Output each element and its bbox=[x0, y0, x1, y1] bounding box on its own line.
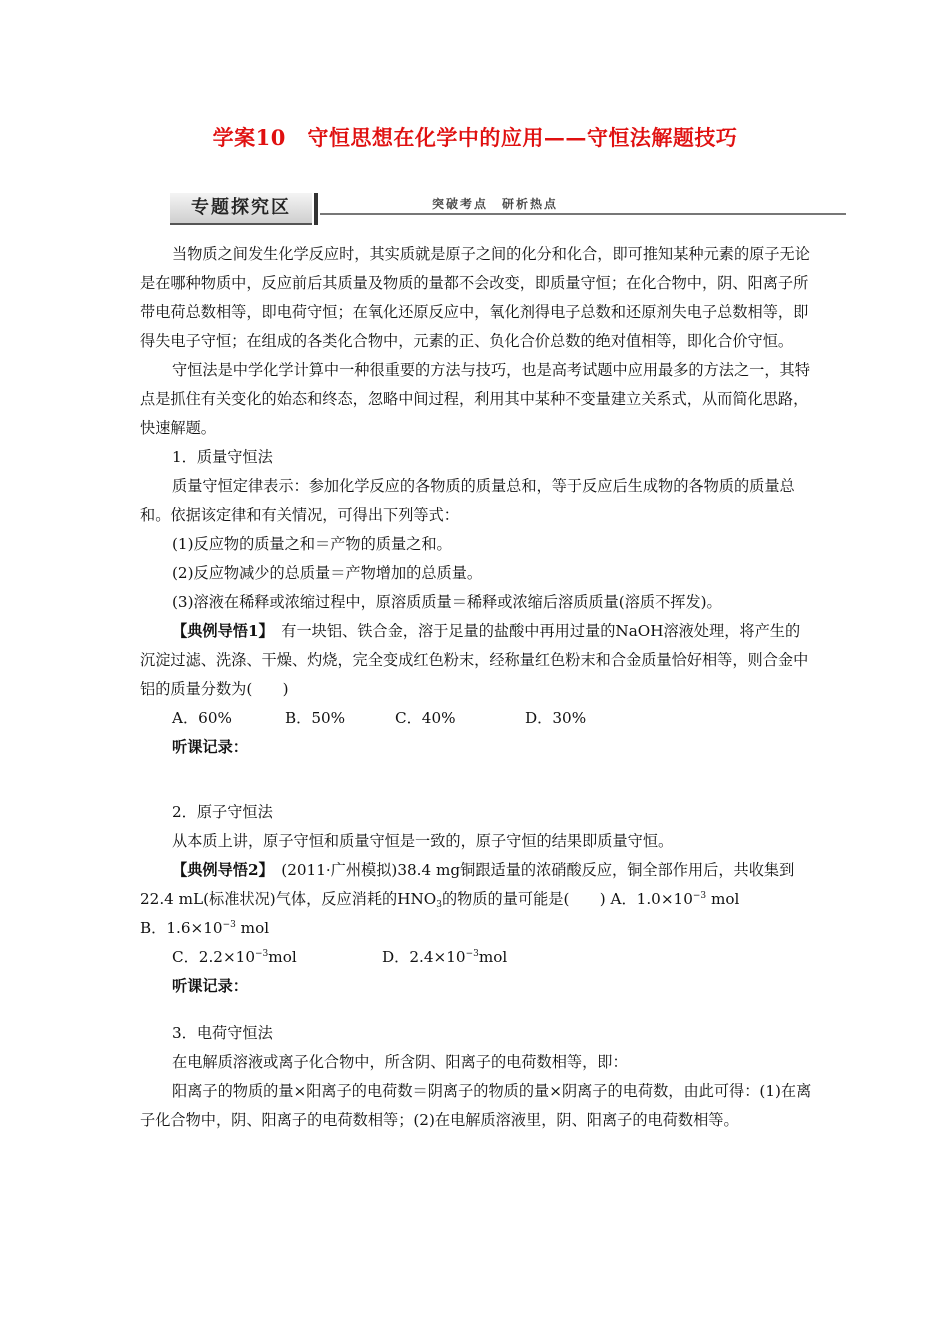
example-1-options bbox=[140, 704, 812, 733]
section-2-heading: 2．原子守恒法 bbox=[172, 803, 273, 821]
example-2-text-a: (2011·广州模拟)38.4 mg铜跟适量的浓硝酸反应，铜全部作用后，共收集到22.4 mL(标准状况)气体，反应消耗的HNO bbox=[140, 861, 795, 908]
example-1-text: 有一块铝、铁合金，溶于足量的盐酸中再用过量的NaOH溶液处理，将产生的沉淀过滤、洗涤、干燥、灼烧，完全变成红色粉末，经称量红色粉末和合金质量恰好相等，则合金中铝的质量分数为( ) bbox=[140, 622, 809, 698]
example-1 bbox=[140, 617, 812, 704]
banner-tagline: 突破考点 研析热点 bbox=[426, 195, 564, 212]
option-c: C．40% bbox=[395, 709, 456, 727]
banner-label: 专题探究区 bbox=[170, 193, 312, 225]
intro-paragraph-2: 守恒法是中学化学计算中一种很重要的方法与技巧，也是高考试题中应用最多的方法之一，其特点是抓住有关变化的始态和终态，忽略中间过程，利用其中某种不变量建立关系式，从而简化思路，快速解题。 bbox=[140, 361, 810, 437]
option-a-unit: mol bbox=[706, 890, 740, 908]
intro-paragraph-1: 当物质之间发生化学反应时，其实质就是原子之间的化分和化合，即可推知某种元素的原子无论是在哪种物质中，反应前后其质量及物质的量都不会改变，即质量守恒；在化合物中，阴、阳离子所带电荷总数相等，即电荷守恒；在氧化还原反应中，氧化剂得电子总数和还原剂失电子总数相等，即得失电子守恒；在组成的各类化合物中，元素的正、负化合价总数的绝对值相等，即化合价守恒。 bbox=[140, 245, 810, 350]
section-1-paragraph: 质量守恒定律表示：参加化学反应的各物质的质量总和，等于反应后生成物的各物质的质量总和。依据该定律和有关情况，可得出下列等式： bbox=[140, 477, 795, 524]
option-d: D．30% bbox=[525, 709, 587, 727]
example-1-label: 【典例导悟1】 bbox=[172, 622, 267, 640]
banner-rule bbox=[320, 213, 846, 215]
example-2-option-c: C．$2.2\times 10^{-3}mol$ bbox=[172, 948, 297, 966]
section-1-item-2: (2)反应物减少的总质量＝产物增加的总质量。 bbox=[172, 564, 483, 582]
section-banner bbox=[170, 193, 846, 225]
banner-divider-bar bbox=[314, 193, 318, 225]
example-2 bbox=[140, 856, 812, 914]
option-a: A．60% bbox=[172, 709, 232, 727]
section-3-paragraph-1: 在电解质溶液或离子化合物中，所含阴、阳离子的电荷数相等，即： bbox=[172, 1053, 628, 1071]
section-3-heading: 3．电荷守恒法 bbox=[172, 1024, 273, 1042]
example-2-options-cd bbox=[140, 943, 812, 972]
notes-label-2: 听课记录： bbox=[172, 977, 248, 995]
example-2-option-b: B．$1.6\times 10^{-3}$ mol bbox=[140, 919, 270, 937]
section-1-heading: 1．质量守恒法 bbox=[172, 448, 273, 466]
option-a-exponent: −3 bbox=[692, 891, 707, 901]
section-1-item-1: (1)反应物的质量之和＝产物的质量之和。 bbox=[172, 535, 452, 553]
option-b: B．50% bbox=[285, 709, 346, 727]
section-2-paragraph: 从本质上讲，原子守恒和质量守恒是一致的，原子守恒的结果即质量守恒。 bbox=[172, 832, 674, 850]
example-2-label: 【典例导悟2】 bbox=[172, 861, 267, 879]
section-1-item-3: (3)溶液在稀释或浓缩过程中，原溶质质量＝稀释或浓缩后溶质质量(溶质不挥发)。 bbox=[172, 593, 722, 611]
example-2-option-d: D．$2.4\times 10^{-3}mol$ bbox=[382, 948, 508, 966]
document-body bbox=[140, 240, 812, 1135]
section-3-paragraph-2: 阳离子的物质的量×阳离子的电荷数＝阴离子的物质的量×阴离子的电荷数，由此可得：(1)在离子化合物中，阴、阳离子的电荷数相等；(2)在电解质溶液里，阴、阳离子的电荷数相等。 bbox=[140, 1082, 812, 1129]
example-2-text-b: 的物质的量可能是( ) A．1.0×10 bbox=[441, 890, 693, 908]
notes-space-1 bbox=[140, 762, 812, 798]
notes-label-1: 听课记录： bbox=[172, 738, 248, 756]
example-2-subscript: 3 bbox=[436, 900, 442, 910]
notes-space-2 bbox=[140, 1001, 812, 1019]
page-title: 学案10 守恒思想在化学中的应用——守恒法解题技巧 bbox=[212, 125, 738, 150]
